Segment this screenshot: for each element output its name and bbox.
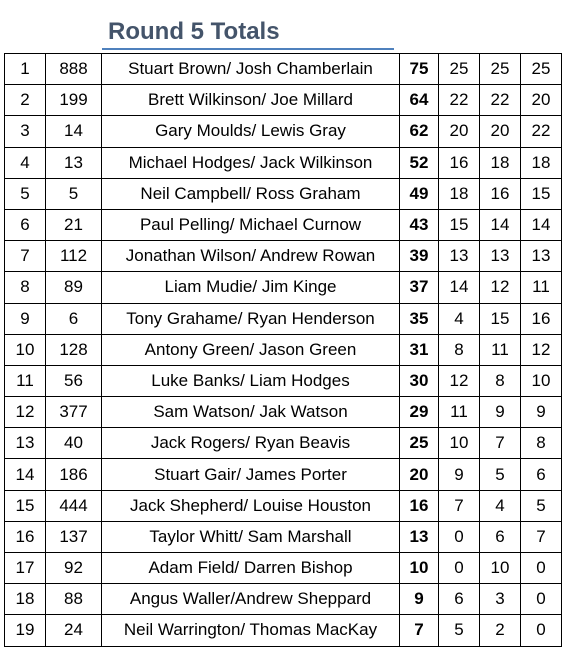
total-score-cell: 49 (400, 178, 439, 209)
entry-number-cell: 199 (46, 85, 102, 116)
score-cell-3: 0 (521, 584, 562, 615)
entry-number-cell: 6 (46, 303, 102, 334)
entry-number-cell: 56 (46, 365, 102, 396)
table-row (5, 334, 562, 365)
entry-number-cell: 92 (46, 553, 102, 584)
entry-number-cell: 89 (46, 272, 102, 303)
team-names-cell: Brett Wilkinson/ Joe Millard (102, 85, 400, 116)
team-names-cell: Neil Campbell/ Ross Graham (102, 178, 400, 209)
score-cell-2: 13 (480, 241, 521, 272)
total-score-cell: 31 (400, 334, 439, 365)
score-cell-1: 4 (439, 303, 480, 334)
score-cell-2: 15 (480, 303, 521, 334)
team-names-cell: Michael Hodges/ Jack Wilkinson (102, 147, 400, 178)
position-cell: 5 (5, 178, 46, 209)
score-cell-3: 25 (521, 54, 562, 85)
table-row (5, 147, 562, 178)
entry-number-cell: 137 (46, 521, 102, 552)
team-names-cell: Jack Rogers/ Ryan Beavis (102, 428, 400, 459)
team-names-cell: Angus Waller/Andrew Sheppard (102, 584, 400, 615)
entry-number-cell: 888 (46, 54, 102, 85)
total-score-cell: 30 (400, 365, 439, 396)
position-cell: 16 (5, 521, 46, 552)
entry-number-cell: 128 (46, 334, 102, 365)
entry-number-cell: 13 (46, 147, 102, 178)
results-table-body (5, 54, 562, 647)
total-score-cell: 13 (400, 521, 439, 552)
team-names-cell: Sam Watson/ Jak Watson (102, 397, 400, 428)
score-cell-1: 25 (439, 54, 480, 85)
score-cell-1: 10 (439, 428, 480, 459)
score-cell-2: 22 (480, 85, 521, 116)
score-cell-3: 11 (521, 272, 562, 303)
score-cell-2: 14 (480, 209, 521, 240)
position-cell: 3 (5, 116, 46, 147)
entry-number-cell: 88 (46, 584, 102, 615)
score-cell-3: 13 (521, 241, 562, 272)
total-score-cell: 9 (400, 584, 439, 615)
score-cell-2: 5 (480, 459, 521, 490)
position-cell: 11 (5, 365, 46, 396)
score-cell-2: 9 (480, 397, 521, 428)
score-cell-3: 5 (521, 490, 562, 521)
score-cell-2: 25 (480, 54, 521, 85)
position-cell: 4 (5, 147, 46, 178)
total-score-cell: 7 (400, 615, 439, 646)
score-cell-2: 20 (480, 116, 521, 147)
table-row (5, 490, 562, 521)
table-row (5, 54, 562, 85)
team-names-cell: Jack Shepherd/ Louise Houston (102, 490, 400, 521)
position-cell: 2 (5, 85, 46, 116)
total-score-cell: 25 (400, 428, 439, 459)
score-cell-3: 18 (521, 147, 562, 178)
team-names-cell: Taylor Whitt/ Sam Marshall (102, 521, 400, 552)
results-table (4, 53, 562, 647)
table-row (5, 615, 562, 646)
position-cell: 9 (5, 303, 46, 334)
position-cell: 10 (5, 334, 46, 365)
total-score-cell: 52 (400, 147, 439, 178)
page-title: Round 5 Totals (108, 18, 280, 45)
score-cell-1: 16 (439, 147, 480, 178)
score-cell-3: 9 (521, 397, 562, 428)
position-cell: 18 (5, 584, 46, 615)
score-cell-1: 7 (439, 490, 480, 521)
score-cell-1: 20 (439, 116, 480, 147)
team-names-cell: Tony Grahame/ Ryan Henderson (102, 303, 400, 334)
team-names-cell: Luke Banks/ Liam Hodges (102, 365, 400, 396)
position-cell: 14 (5, 459, 46, 490)
score-cell-2: 8 (480, 365, 521, 396)
total-score-cell: 29 (400, 397, 439, 428)
total-score-cell: 16 (400, 490, 439, 521)
score-cell-3: 22 (521, 116, 562, 147)
position-cell: 13 (5, 428, 46, 459)
score-cell-3: 14 (521, 209, 562, 240)
position-cell: 15 (5, 490, 46, 521)
table-row (5, 303, 562, 334)
position-cell: 8 (5, 272, 46, 303)
score-cell-1: 22 (439, 85, 480, 116)
total-score-cell: 39 (400, 241, 439, 272)
total-score-cell: 37 (400, 272, 439, 303)
entry-number-cell: 444 (46, 490, 102, 521)
score-cell-3: 15 (521, 178, 562, 209)
total-score-cell: 64 (400, 85, 439, 116)
score-cell-3: 8 (521, 428, 562, 459)
table-row (5, 178, 562, 209)
score-cell-2: 3 (480, 584, 521, 615)
score-cell-1: 11 (439, 397, 480, 428)
team-names-cell: Paul Pelling/ Michael Curnow (102, 209, 400, 240)
score-cell-3: 7 (521, 521, 562, 552)
score-cell-2: 6 (480, 521, 521, 552)
team-names-cell: Gary Moulds/ Lewis Gray (102, 116, 400, 147)
entry-number-cell: 186 (46, 459, 102, 490)
entry-number-cell: 5 (46, 178, 102, 209)
total-score-cell: 20 (400, 459, 439, 490)
score-cell-3: 12 (521, 334, 562, 365)
score-cell-3: 6 (521, 459, 562, 490)
score-cell-2: 18 (480, 147, 521, 178)
team-names-cell: Jonathan Wilson/ Andrew Rowan (102, 241, 400, 272)
table-row (5, 459, 562, 490)
team-names-cell: Neil Warrington/ Thomas MacKay (102, 615, 400, 646)
table-row (5, 209, 562, 240)
table-row (5, 584, 562, 615)
total-score-cell: 43 (400, 209, 439, 240)
team-names-cell: Adam Field/ Darren Bishop (102, 553, 400, 584)
total-score-cell: 75 (400, 54, 439, 85)
score-cell-1: 14 (439, 272, 480, 303)
table-row (5, 428, 562, 459)
entry-number-cell: 112 (46, 241, 102, 272)
table-row (5, 272, 562, 303)
table-row (5, 397, 562, 428)
table-row (5, 365, 562, 396)
entry-number-cell: 377 (46, 397, 102, 428)
score-cell-3: 20 (521, 85, 562, 116)
entry-number-cell: 40 (46, 428, 102, 459)
position-cell: 6 (5, 209, 46, 240)
score-cell-3: 16 (521, 303, 562, 334)
score-cell-2: 12 (480, 272, 521, 303)
total-score-cell: 35 (400, 303, 439, 334)
score-cell-2: 2 (480, 615, 521, 646)
entry-number-cell: 14 (46, 116, 102, 147)
score-cell-3: 0 (521, 615, 562, 646)
entry-number-cell: 24 (46, 615, 102, 646)
score-cell-1: 5 (439, 615, 480, 646)
score-cell-1: 0 (439, 521, 480, 552)
score-cell-1: 15 (439, 209, 480, 240)
entry-number-cell: 21 (46, 209, 102, 240)
score-cell-1: 13 (439, 241, 480, 272)
title-underline (102, 48, 394, 50)
position-cell: 17 (5, 553, 46, 584)
score-cell-1: 18 (439, 178, 480, 209)
score-cell-1: 6 (439, 584, 480, 615)
table-row (5, 116, 562, 147)
score-cell-2: 16 (480, 178, 521, 209)
score-cell-3: 0 (521, 553, 562, 584)
score-cell-1: 8 (439, 334, 480, 365)
score-cell-1: 12 (439, 365, 480, 396)
team-names-cell: Liam Mudie/ Jim Kinge (102, 272, 400, 303)
table-row (5, 85, 562, 116)
total-score-cell: 62 (400, 116, 439, 147)
total-score-cell: 10 (400, 553, 439, 584)
score-cell-3: 10 (521, 365, 562, 396)
table-row (5, 553, 562, 584)
score-cell-1: 9 (439, 459, 480, 490)
team-names-cell: Stuart Brown/ Josh Chamberlain (102, 54, 400, 85)
score-cell-2: 11 (480, 334, 521, 365)
position-cell: 7 (5, 241, 46, 272)
position-cell: 12 (5, 397, 46, 428)
team-names-cell: Stuart Gair/ James Porter (102, 459, 400, 490)
table-row (5, 241, 562, 272)
score-cell-2: 7 (480, 428, 521, 459)
score-cell-2: 4 (480, 490, 521, 521)
score-cell-2: 10 (480, 553, 521, 584)
team-names-cell: Antony Green/ Jason Green (102, 334, 400, 365)
position-cell: 19 (5, 615, 46, 646)
position-cell: 1 (5, 54, 46, 85)
score-cell-1: 0 (439, 553, 480, 584)
table-row (5, 521, 562, 552)
